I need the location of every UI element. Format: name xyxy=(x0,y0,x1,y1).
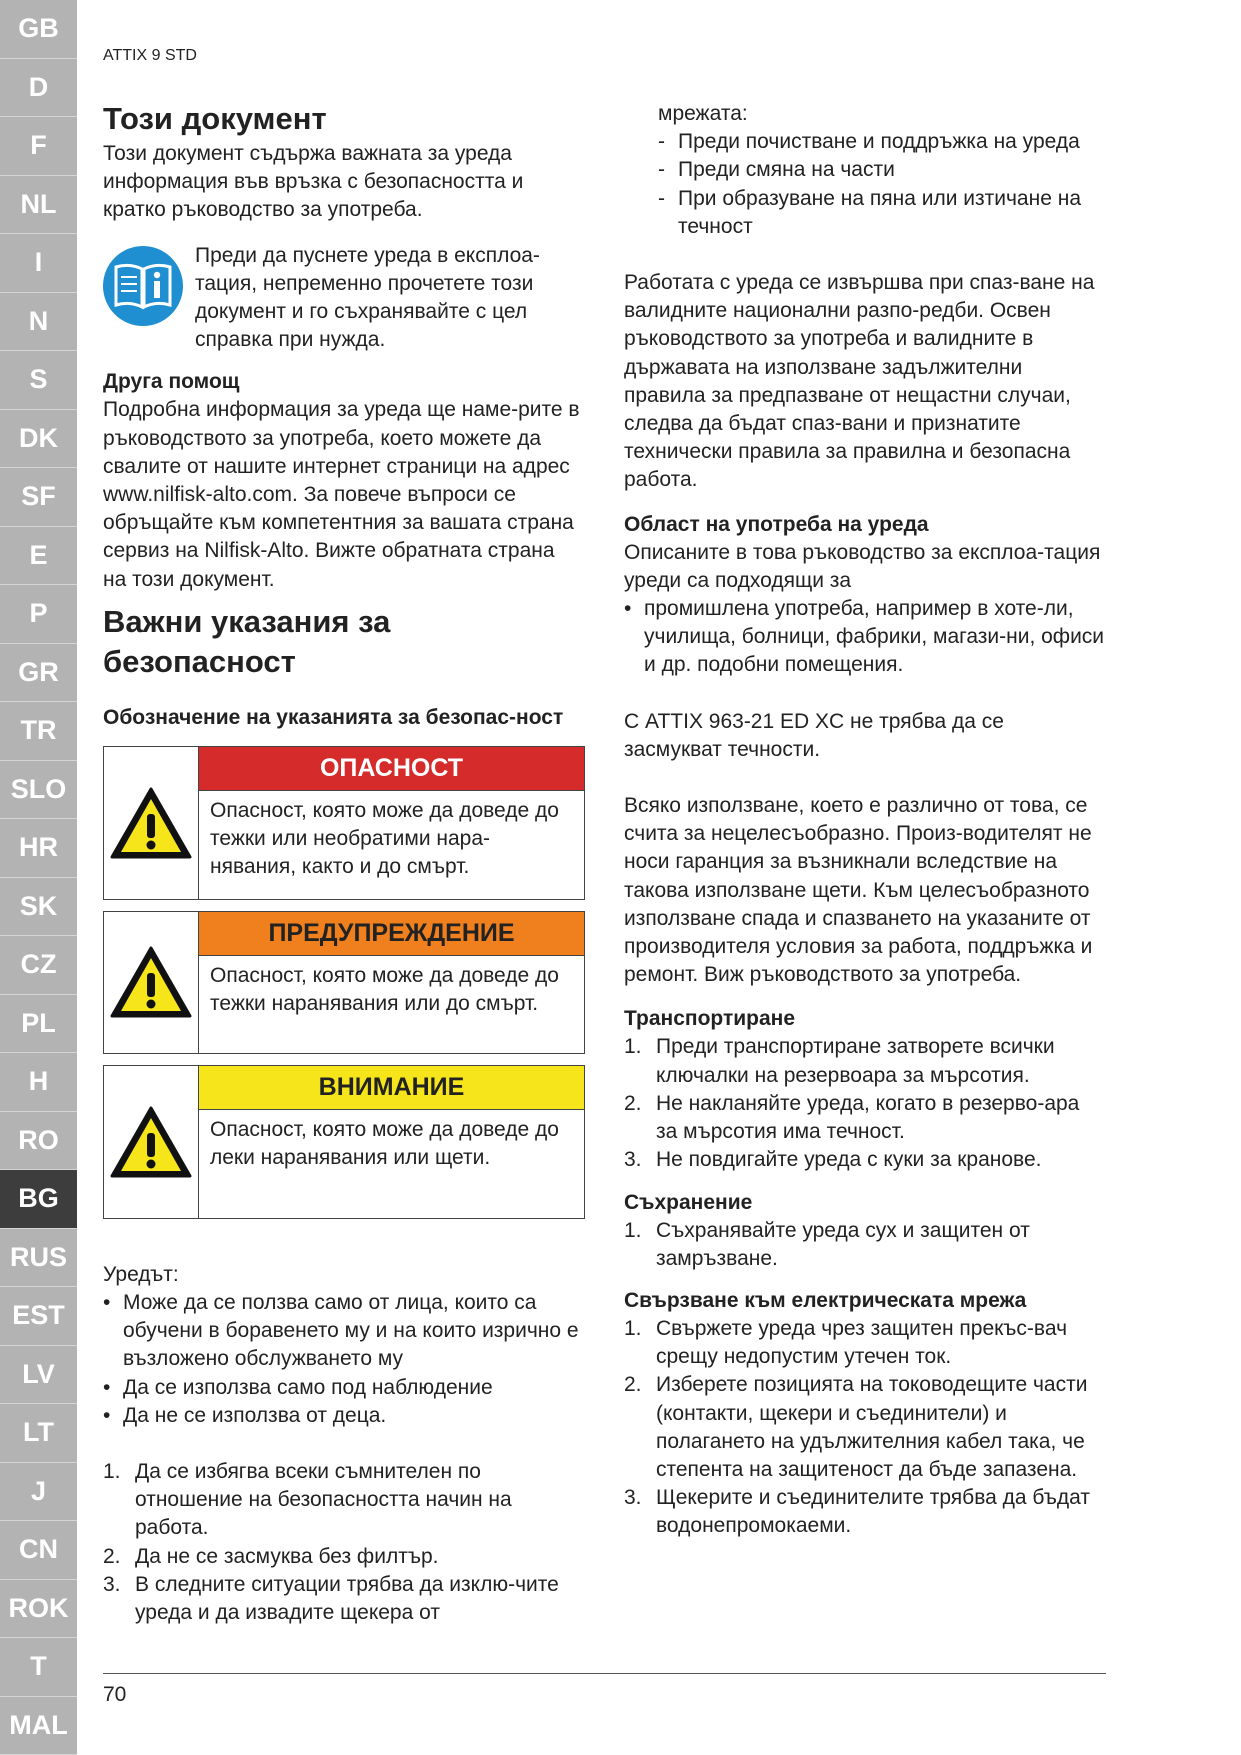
area-bullets xyxy=(624,595,1106,680)
hazard-box xyxy=(103,746,585,900)
language-tab-f[interactable]: F xyxy=(0,117,77,176)
misuse-text: Всяко използване, което е различно от това, се счита за нецелесъобразно. Произ-водителят не носи гаранция за възникнали вследствие на такова използване щети. Към целесъобразното използване спада и спазването на указаните от производителя условия за работа, поддръжка и ремонт. Виж ръководството за употреба. xyxy=(624,794,1093,987)
hazard-label: ВНИМАНИЕ xyxy=(199,1066,584,1109)
language-tab-p[interactable]: P xyxy=(0,585,77,644)
hazard-description: Опасност, която може да доведе до тежки наранявания или до смърт. xyxy=(199,955,584,1026)
list-item: 3. В следните ситуации трябва да изклю-чите уреда и да извадите щекера от xyxy=(103,1572,559,1625)
list-item: - Преди смяна на части xyxy=(620,156,1106,184)
list-item: • Да се използва само под наблюдение xyxy=(103,1374,583,1402)
language-tab-cn[interactable]: CN xyxy=(0,1521,77,1580)
language-tab-rok[interactable]: ROK xyxy=(0,1580,77,1639)
list-item: 3. Щекерите и съединителите трябва да бъдат водонепромокаеми. xyxy=(624,1486,1090,1538)
list-item: - При образуване на пяна или изтичане на течност xyxy=(620,185,1106,241)
list-item: 1. Съхранявайте уреда сух и защитен от замръзване. xyxy=(624,1218,1030,1270)
language-tab-ro[interactable]: RO xyxy=(0,1112,77,1171)
language-tab-sf[interactable]: SF xyxy=(0,468,77,527)
transport-list xyxy=(624,1033,1106,1174)
language-tab-h[interactable]: H xyxy=(0,1053,77,1112)
doc-intro: Този документ съдържа важната за уреда информация във връзка с безопасността и кратко ръководство за употреба. xyxy=(103,142,524,222)
marking-title: Обозначение на указанията за безопас-ност xyxy=(103,705,564,729)
hazard-label: ПРЕДУПРЕЖДЕНИЕ xyxy=(199,912,584,955)
footer-divider xyxy=(103,1673,1106,1674)
list-item: • Да не се използва от деца. xyxy=(103,1402,583,1430)
warning-triangle-icon xyxy=(104,912,199,1053)
language-tab-s[interactable]: S xyxy=(0,351,77,410)
language-tab-lv[interactable]: LV xyxy=(0,1346,77,1405)
language-tab-slo[interactable]: SLO xyxy=(0,761,77,820)
language-tab-gr[interactable]: GR xyxy=(0,644,77,703)
language-tab-nl[interactable]: NL xyxy=(0,176,77,235)
other-help-title: Друга помощ xyxy=(103,370,240,394)
read-manual-icon xyxy=(103,246,183,326)
hazard-box xyxy=(103,911,585,1054)
language-tab-hr[interactable]: HR xyxy=(0,819,77,878)
hazard-description: Опасност, която може да доведе до леки наранявания или щети. xyxy=(199,1109,584,1180)
language-tab-t[interactable]: T xyxy=(0,1638,77,1697)
page-number: 70 xyxy=(103,1683,127,1706)
language-tab-est[interactable]: EST xyxy=(0,1287,77,1346)
language-tab-rus[interactable]: RUS xyxy=(0,1229,77,1288)
safety-title: Важни указания за безопасност xyxy=(103,603,391,679)
language-tab-tr[interactable]: TR xyxy=(0,702,77,761)
area-text: Описаните в това ръководство за експлоа-тация уреди са подходящи за xyxy=(624,540,1101,592)
electric-title: Свързване към електрическата мрежа xyxy=(624,1288,1027,1312)
language-tab-mal[interactable]: MAL xyxy=(0,1697,77,1755)
language-tab-i[interactable]: I xyxy=(0,234,77,293)
device-label: Уредът: xyxy=(103,1262,179,1286)
running-header: ATTIX 9 STD xyxy=(103,47,197,64)
list-item: • промишлена употреба, например в хоте-ли, училища, болници, фабрики, магази-ни, офиси и др. подобни помещения. xyxy=(624,595,1106,680)
language-tab-dk[interactable]: DK xyxy=(0,410,77,469)
doc-title: Този документ xyxy=(103,101,327,136)
list-item: 2. Изберете позицията на тоководещите части (контакти, щекери и съединители) и полагането на удължителния кабел така, че степента на защитеност да бъде запазена. xyxy=(624,1373,1088,1481)
language-tab-cz[interactable]: CZ xyxy=(0,936,77,995)
language-tab-n[interactable]: N xyxy=(0,293,77,352)
left-column xyxy=(103,100,583,1627)
hazard-label: ОПАСНОСТ xyxy=(199,747,584,790)
liquids-text: С ATTIX 963-21 ED XC не трябва да се засмукват течности. xyxy=(624,709,1004,761)
other-help-text: Подробна информация за уреда ще наме-рите в ръководството за употреба, което можете да свалите от нашите интернет страници на адрес www.nilfisk-alto.com. За повече въпроси се обръщайте към компетентния за вашата страна сервиз на Nilfisk-Alto. Вижте обратната страна на този документ. xyxy=(103,398,580,591)
list-item: - Преди почистване и поддръжка на уреда xyxy=(620,128,1106,156)
language-tab-sk[interactable]: SK xyxy=(0,878,77,937)
language-tab-bg[interactable]: BG xyxy=(0,1170,77,1229)
warning-triangle-icon xyxy=(104,747,199,899)
storage-title: Съхранение xyxy=(624,1190,753,1214)
info-note xyxy=(103,242,583,355)
list-item: • Може да се ползва само от лица, които са обучени в боравенето му и на които изрично е възложено обслужването му xyxy=(103,1289,583,1374)
right-column xyxy=(624,100,1106,1541)
storage-list xyxy=(624,1217,1106,1273)
language-tab-d[interactable]: D xyxy=(0,59,77,118)
hazard-description: Опасност, която може да доведе до тежки или необратими нара-нявания, както и до смърт. xyxy=(199,790,584,890)
list-item: 3. Не повдигайте уреда с куки за кранове. xyxy=(624,1148,1042,1172)
list-item: 1. Преди транспортиране затворете всички ключалки на резервоара за мърсотия. xyxy=(624,1035,1055,1087)
unplug-situations xyxy=(620,128,1106,241)
warning-triangle-icon xyxy=(104,1066,199,1218)
language-tab-pl[interactable]: PL xyxy=(0,995,77,1054)
list-item: 2. Не накланяйте уреда, когато в резерво-ара за мърсотия има течност. xyxy=(624,1091,1080,1144)
device-bullets xyxy=(103,1289,583,1430)
electric-list xyxy=(624,1315,1106,1541)
list-item: 1. Свържете уреда чрез защитен прекъс-вач срещу недопустим утечен ток. xyxy=(624,1316,1068,1369)
info-text: Преди да пуснете уреда в експлоа-тация, непременно прочетете този документ и го съхранявайте с цел справка при нужда. xyxy=(195,243,540,352)
language-tab-j[interactable]: J xyxy=(0,1463,77,1522)
area-title: Област на употреба на уреда xyxy=(624,512,929,536)
transport-title: Транспортиране xyxy=(624,1007,796,1031)
regulations-text: Работата с уреда се извършва при спаз-ване на валидните национални разпо-редби. Освен ръководството за употреба и валидните в държавата на използване задължителни правила за предпазване от нещастни случаи, следва да бъдат спаз-вани и признатите технически правила за правилна и безопасна работа. xyxy=(624,271,1095,492)
safety-numbered-list xyxy=(103,1458,583,1627)
list-item: 1. Да се избягва всеки съмнителен по отношение на безопасността начин на работа. xyxy=(103,1460,512,1540)
hazard-boxes xyxy=(103,746,583,1219)
list-item: 2. Да не се засмуква без филтър. xyxy=(103,1544,439,1568)
language-tab-lt[interactable]: LT xyxy=(0,1404,77,1463)
language-tab-e[interactable]: E xyxy=(0,527,77,586)
language-tab-gb[interactable]: GB xyxy=(0,0,77,59)
hazard-box xyxy=(103,1065,585,1219)
continued-text: мрежата: xyxy=(658,102,748,125)
language-tabs xyxy=(0,0,77,1755)
